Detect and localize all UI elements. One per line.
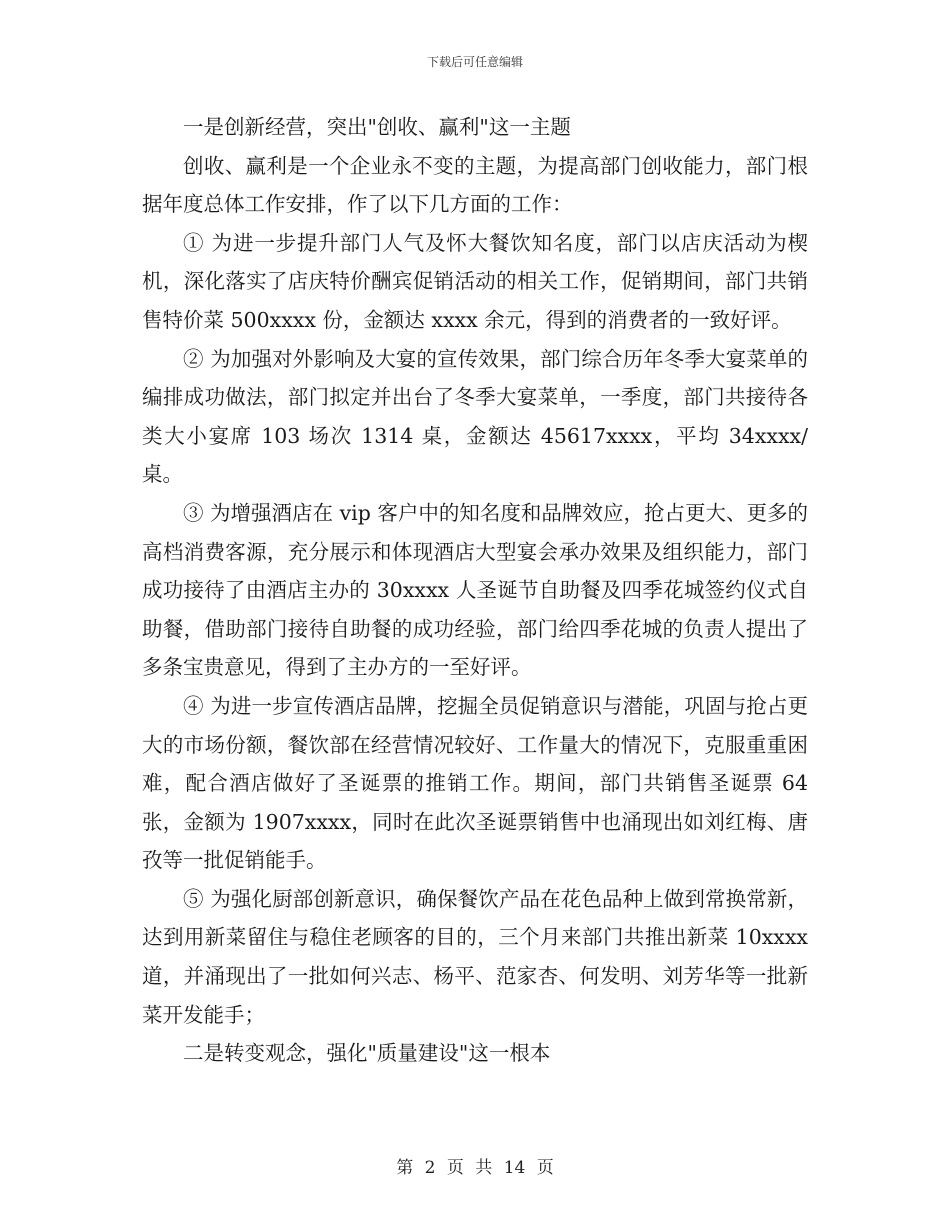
page-number: 第 2 页 共 14 页 — [396, 1158, 554, 1178]
paragraph-intro: 创收、赢利是一个企业永不变的主题，为提高部门创收能力，部门根据年度总体工作安排，作了以下几方面的工作： — [142, 153, 808, 217]
paragraph-item-4: ④ 为进一步宣传酒店品牌，挖掘全员促销意识与潜能，巩固与抢占更大的市场份额，餐饮部在经营情况较好、工作量大的情况下，克服重重困难，配合酒店做好了圣诞票的推销工作。期间，部门共销售圣诞票 64 张，金额为 1907xxxx，同时在此次圣诞票销售中也涌现出如刘红梅、唐孜等一批促销能手。 — [142, 693, 808, 873]
paragraph-heading-1: 一是创新经营，突出"创收、赢利"这一主题 — [183, 115, 571, 139]
paragraph-heading-2: 二是转变观念，强化"质量建设"这一根本 — [183, 1041, 551, 1066]
paragraph-item-3: ③ 为增强酒店在 vip 客户中的知名度和品牌效应，抢占更大、更多的高档消费客源，充分展示和体现酒店大型宴会承办效果及组织能力，部门成功接待了由酒店主办的 30xxxx 人圣诞节自助餐及四季花城签约仪式自助餐，借助部门接待自助餐的成功经验，部门给四季花城的负责人提出了多条宝贵意见，得到了主办方的一至好评。 — [142, 500, 808, 680]
document-body — [142, 108, 808, 1073]
header-note: 下载后可任意编辑 — [426, 55, 523, 69]
paragraph-item-5: ⑤ 为强化厨部创新意识，确保餐饮产品在花色品种上做到常换常新，达到用新菜留住与稳住老顾客的目的，三个月来部门共推出新菜 10xxxx 道，并涌现出了一批如何兴志、杨平、范家杏、何发明、刘芳华等一批新菜开发能手； — [142, 886, 808, 1027]
paragraph-item-2: ② 为加强对外影响及大宴的宣传效果，部门综合历年冬季大宴菜单的编排成功做法，部门拟定并出台了冬季大宴菜单，一季度，部门共接待各类大小宴席 103 场次 1314 桌，金额达 45617xxxx，平均 34xxxx/桌。 — [142, 346, 808, 487]
paragraph-item-1: ① 为进一步提升部门人气及怀大餐饮知名度，部门以店庆活动为楔机，深化落实了店庆特价酬宾促销活动的相关工作，促销期间，部门共销售特价菜 500xxxx 份，金额达 xxxx 余元，得到的消费者的一致好评。 — [142, 230, 808, 332]
